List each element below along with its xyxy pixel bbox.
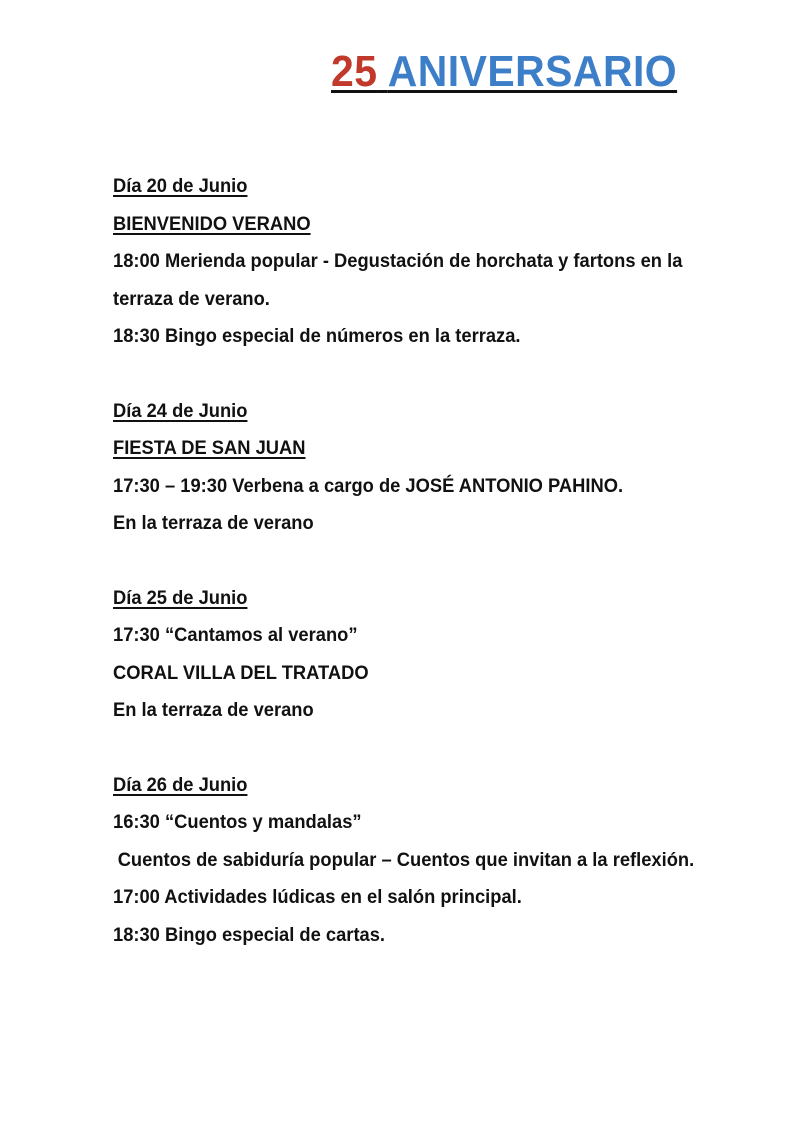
program-day-section bbox=[113, 168, 773, 356]
event-line: CORAL VILLA DEL TRATADO bbox=[113, 661, 369, 684]
event-line: En la terraza de verano bbox=[113, 699, 314, 721]
event-line: 17:30 – 19:30 Verbena a cargo de JOSÉ ANTONIO PAHINO. bbox=[113, 474, 624, 497]
event-line: En la terraza de verano bbox=[113, 512, 314, 534]
event-name: FIESTA DE SAN JUAN bbox=[113, 437, 306, 459]
event-name: BIENVENIDO VERANO bbox=[113, 212, 311, 235]
event-line: Cuentos de sabiduría popular – Cuentos que invitan a la reflexión. bbox=[117, 848, 695, 871]
program-content bbox=[113, 168, 773, 991]
title-number: 25 bbox=[331, 47, 378, 96]
title-word: ANIVERSARIO bbox=[387, 47, 678, 96]
event-line: 18:30 Bingo especial de números en la terraza. bbox=[113, 325, 521, 347]
event-line: terraza de verano. bbox=[113, 287, 270, 310]
day-heading: Día 20 de Junio bbox=[113, 175, 248, 197]
page-title bbox=[331, 46, 677, 98]
day-heading: Día 24 de Junio bbox=[113, 399, 248, 422]
program-day-section bbox=[113, 767, 773, 955]
event-line: 18:30 Bingo especial de cartas. bbox=[113, 923, 386, 946]
event-line: 17:00 Actividades lúdicas en el salón principal. bbox=[113, 886, 522, 908]
day-heading: Día 25 de Junio bbox=[113, 586, 248, 609]
event-line: 17:30 “Cantamos al verano” bbox=[113, 624, 358, 646]
program-day-section bbox=[113, 580, 773, 730]
program-day-section bbox=[113, 393, 773, 543]
event-line: 18:00 Merienda popular - Degustación de horchata y fartons en la bbox=[113, 250, 683, 272]
event-line: 16:30 “Cuentos y mandalas” bbox=[113, 811, 362, 833]
day-heading: Día 26 de Junio bbox=[113, 773, 248, 796]
